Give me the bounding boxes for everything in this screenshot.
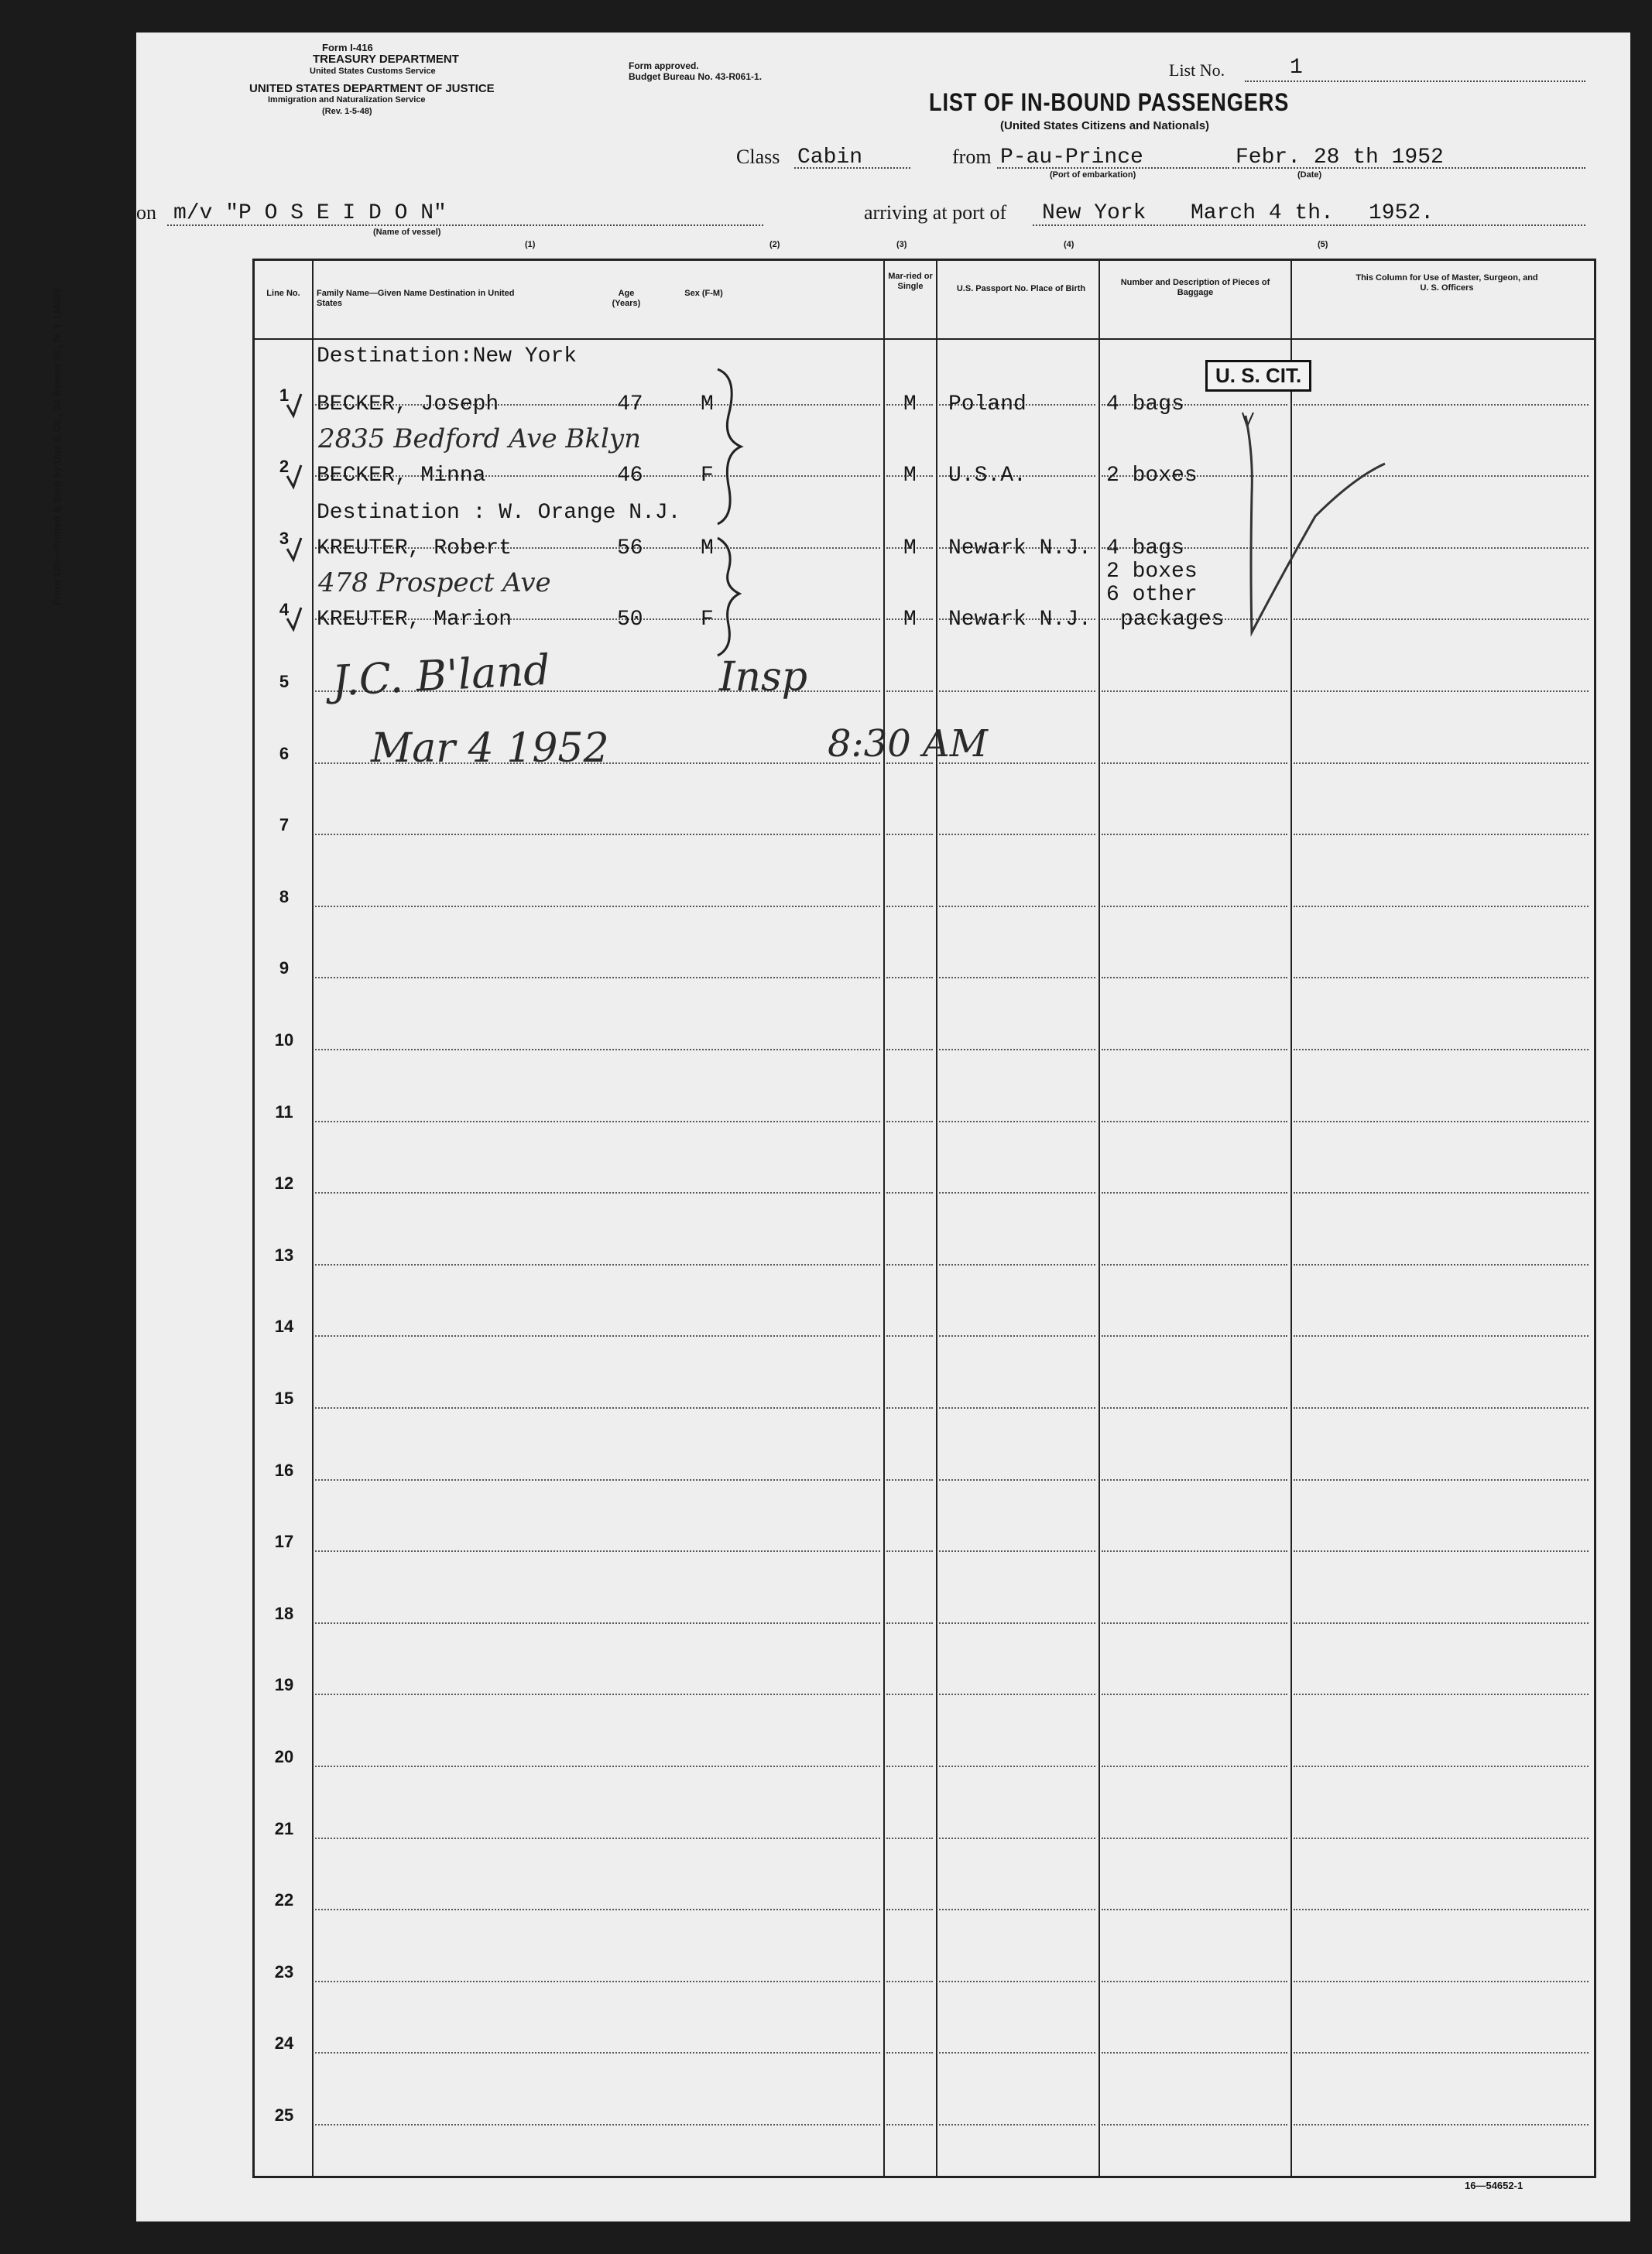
list-no-value: 1 [1290, 56, 1303, 80]
row-dotted-line [939, 2052, 1095, 2054]
passenger-4-baggage: packages [1120, 608, 1225, 632]
row-dotted-line [315, 1838, 880, 1839]
row-dotted-line [886, 1909, 933, 1910]
row-dotted-line [886, 1264, 933, 1266]
row-dotted-line [886, 1479, 933, 1481]
passenger-1-name: BECKER, Joseph [317, 392, 499, 416]
row-dotted-line [315, 1407, 880, 1409]
row-number: 1 [279, 385, 290, 405]
row-dotted-line [315, 1335, 880, 1337]
header-age: Age (Years) [612, 289, 641, 308]
passenger-2-baggage: 2 boxes [1106, 464, 1198, 488]
row-dotted-line [1294, 1550, 1589, 1552]
passenger-4-birth: Newark N.J. [948, 608, 1092, 632]
row-dotted-line [939, 1407, 1095, 1409]
row-dotted-line [1102, 1550, 1287, 1552]
passenger-1-age: 47 [617, 392, 643, 416]
row-dotted-line [939, 834, 1095, 835]
row-dotted-line [315, 906, 880, 907]
row-dotted-line [939, 1766, 1095, 1767]
row-dotted-line [886, 1838, 933, 1839]
row-dotted-line [1294, 1981, 1589, 1982]
row-number: 22 [274, 1890, 294, 1910]
row-dotted-line [886, 1121, 933, 1122]
rev-label: (Rev. 1-5-48) [322, 107, 372, 116]
row-number: 11 [275, 1101, 293, 1122]
row-dotted-line [1102, 1121, 1287, 1122]
form-title: LIST OF IN-BOUND PASSENGERS [929, 88, 1290, 116]
row-dotted-line [886, 977, 933, 978]
row-dotted-line [1102, 977, 1287, 978]
row-number: 18 [274, 1603, 294, 1623]
header-sex: Sex (F-M) [684, 289, 723, 298]
row-dotted-line [1102, 1049, 1287, 1050]
passenger-2-birth: U.S.A. [948, 464, 1027, 488]
baggage-extra-2: 6 other [1106, 583, 1198, 607]
row-dotted-line [886, 906, 933, 907]
row-dotted-line [1294, 1407, 1589, 1409]
row-number: 2 [279, 457, 290, 477]
from-label: from [952, 146, 992, 168]
arrival-date: March 4 th. [1191, 201, 1334, 225]
row-number: 15 [274, 1389, 294, 1408]
row-dotted-line [1294, 906, 1589, 907]
row-dotted-line [886, 1766, 933, 1767]
row-dotted-line [939, 1192, 1095, 1194]
list-no-label: List No. [1169, 60, 1225, 80]
col-caption-2: (2) [769, 240, 780, 249]
budget-bureau: Budget Bureau No. 43-R061-1. [629, 71, 763, 82]
form-approved: Form approved. [629, 60, 699, 71]
row-dotted-line [939, 1264, 1095, 1266]
row-dotted-line [1294, 1192, 1589, 1194]
row-dotted-line [939, 1838, 1095, 1839]
row-dotted-line [1102, 1694, 1287, 1695]
form-id: Form I-416 [322, 42, 373, 53]
passenger-2-name: BECKER, Minna [317, 464, 486, 488]
row-dotted-line [1102, 906, 1287, 907]
row-dotted-line [939, 1981, 1095, 1982]
on-label: on [136, 201, 156, 224]
header-name: Family Name—Given Name Destination in United States [317, 289, 515, 308]
row-number: 4 [279, 600, 290, 620]
vessel-caption: (Name of vessel) [373, 228, 441, 237]
row-dotted-line [315, 1622, 880, 1624]
passenger-4-age: 50 [617, 608, 643, 632]
row-number: 7 [279, 815, 290, 835]
ins-label: Immigration and Naturalization Service [268, 95, 426, 104]
row-number: 5 [279, 672, 290, 691]
class-label: Class [736, 146, 780, 168]
passenger-3-married: M [903, 536, 917, 560]
col-caption-1: (1) [525, 240, 536, 249]
row-dotted-line [1294, 2052, 1589, 2054]
header-line-no: Line No. [266, 289, 300, 298]
handwritten-marks [255, 261, 1594, 803]
row-dotted-line [886, 1550, 933, 1552]
treasury-dept: TREASURY DEPARTMENT [313, 53, 459, 66]
row-dotted-line [939, 1550, 1095, 1552]
date-caption: (Date) [1297, 170, 1322, 180]
row-dotted-line [315, 1479, 880, 1481]
row-dotted-line [886, 1192, 933, 1194]
row-dotted-line [1102, 2124, 1287, 2126]
row-dotted-line [1102, 1622, 1287, 1624]
row-number: 12 [274, 1173, 294, 1194]
row-dotted-line [315, 1909, 880, 1910]
row-dotted-line [886, 1407, 933, 1409]
handwritten-time: 8:30 AM [828, 722, 988, 766]
row-dotted-line [1294, 1479, 1589, 1481]
row-dotted-line [886, 1622, 933, 1624]
passenger-table [252, 259, 1596, 2178]
row-dotted-line [315, 1049, 880, 1050]
passenger-1-married: M [903, 392, 917, 416]
row-dotted-line [1102, 2052, 1287, 2054]
row-dotted-line [1102, 834, 1287, 835]
passenger-2-sex: F [701, 464, 714, 488]
row-dotted-line [315, 1121, 880, 1122]
passenger-1-sex: M [701, 392, 714, 416]
passenger-4-married: M [903, 608, 917, 632]
row-dotted-line [886, 1981, 933, 1982]
passenger-4-name: KREUTER, Marion [317, 608, 512, 632]
passenger-1-birth: Poland [948, 392, 1027, 416]
row-dotted-line [1294, 1838, 1589, 1839]
header-baggage: Number and Description of Pieces of Baggage [1120, 278, 1270, 297]
row-dotted-line [1102, 1264, 1287, 1266]
port-of-embarkation: P-au-Prince [1000, 146, 1143, 170]
passenger-1-baggage: 4 bags [1106, 392, 1184, 416]
row-dotted-line [1102, 1335, 1287, 1337]
col-caption-4: (4) [1064, 240, 1074, 249]
row-number: 13 [274, 1245, 294, 1265]
header-passport: U.S. Passport No. Place of Birth [956, 284, 1086, 293]
row-dotted-line [939, 1479, 1095, 1481]
footer-code: 16—54652-1 [1465, 2180, 1523, 2191]
row-dotted-line [315, 1981, 880, 1982]
row-dotted-line [939, 1335, 1095, 1337]
row-dotted-line [1294, 1049, 1589, 1050]
passenger-list-form [51, 33, 1630, 2221]
row-number: 23 [274, 1961, 294, 1982]
row-number: 25 [274, 2105, 294, 2125]
row-dotted-line [1102, 1981, 1287, 1982]
row-number: 6 [279, 743, 290, 763]
row-dotted-line [1294, 1622, 1589, 1624]
row-dotted-line [886, 834, 933, 835]
row-dotted-line [886, 2052, 933, 2054]
row-dotted-line [1294, 1264, 1589, 1266]
row-number: 8 [279, 886, 290, 906]
row-dotted-line [315, 1192, 880, 1194]
row-dotted-line [315, 977, 880, 978]
destination-2: Destination : W. Orange N.J. [317, 501, 681, 525]
inspector-signature: J.C. B'land [331, 645, 552, 706]
arrival-port: New York [1042, 201, 1146, 225]
justice-dept: UNITED STATES DEPARTMENT OF JUSTICE [249, 82, 495, 95]
arrival-year: 1952. [1369, 201, 1434, 225]
side-printer-mark: Form 125—Printed & Sold by Unz & Co., 24 Beaver St., N. Y. U4039 [51, 288, 63, 605]
passenger-3-birth: Newark N.J. [948, 536, 1092, 560]
passenger-3-age: 56 [617, 536, 643, 560]
row-dotted-line [939, 977, 1095, 978]
row-dotted-line [315, 834, 880, 835]
row-number: 24 [274, 2033, 294, 2054]
row-number: 21 [274, 1818, 294, 1838]
row-dotted-line [939, 906, 1095, 907]
col-caption-5: (5) [1318, 240, 1328, 249]
vessel-name: m/v "P O S E I D O N" [173, 201, 447, 225]
row-number: 10 [274, 1030, 294, 1050]
passenger-3-name: KREUTER, Robert [317, 536, 512, 560]
row-dotted-line [1102, 1407, 1287, 1409]
row-dotted-line [1294, 834, 1589, 835]
class-value: Cabin [797, 146, 863, 170]
row-dotted-line [939, 2124, 1095, 2126]
row-number: 17 [274, 1532, 294, 1552]
row-dotted-line [886, 1335, 933, 1337]
row-dotted-line [1294, 977, 1589, 978]
row-dotted-line [315, 1766, 880, 1767]
passenger-4-sex: F [701, 608, 714, 632]
row-dotted-line [939, 1049, 1095, 1050]
row-dotted-line [886, 1049, 933, 1050]
row-number: 9 [279, 958, 290, 978]
baggage-extra-1: 2 boxes [1106, 560, 1198, 584]
row-dotted-line [939, 1909, 1095, 1910]
handwritten-address-1: 2835 Bedford Ave Bklyn [318, 423, 641, 454]
row-dotted-line [1102, 1479, 1287, 1481]
row-dotted-line [939, 1121, 1095, 1122]
handwritten-address-2: 478 Prospect Ave [318, 567, 551, 598]
port-caption: (Port of embarkation) [1050, 170, 1136, 180]
row-number: 19 [274, 1675, 294, 1695]
row-dotted-line [315, 1550, 880, 1552]
row-dotted-line [1102, 1192, 1287, 1194]
row-dotted-line [1294, 1909, 1589, 1910]
col-caption-3: (3) [896, 240, 907, 249]
row-number: 14 [274, 1317, 294, 1337]
row-dotted-line [1102, 1766, 1287, 1767]
row-dotted-line [315, 1264, 880, 1266]
row-dotted-line [315, 1694, 880, 1695]
row-number: 3 [279, 528, 290, 548]
row-dotted-line [1102, 1909, 1287, 1910]
handwritten-date: Mar 4 1952 [371, 725, 609, 772]
row-dotted-line [939, 1694, 1095, 1695]
inspector-title: Insp [719, 654, 808, 701]
form-subtitle: (United States Citizens and Nationals) [1000, 119, 1210, 132]
header-married: Mar-ried or Single [888, 272, 933, 291]
row-dotted-line [315, 2124, 880, 2126]
row-dotted-line [939, 1622, 1095, 1624]
row-dotted-line [1294, 1121, 1589, 1122]
passenger-3-baggage: 4 bags [1106, 536, 1184, 560]
us-citizen-stamp: U. S. CIT. [1205, 360, 1311, 392]
row-number: 20 [274, 1747, 294, 1766]
destination-1: Destination:New York [317, 344, 578, 368]
embark-date: Febr. 28 th 1952 [1236, 146, 1444, 170]
header-officers: This Column for Use of Master, Surgeon, and U. S. Officers [1356, 273, 1538, 293]
row-number: 16 [274, 1460, 294, 1480]
row-dotted-line [886, 1694, 933, 1695]
passenger-2-married: M [903, 464, 917, 488]
row-dotted-line [1294, 2124, 1589, 2126]
row-dotted-line [1294, 1694, 1589, 1695]
row-dotted-line [315, 2052, 880, 2054]
row-dotted-line [1294, 1766, 1589, 1767]
row-dotted-line [1294, 1335, 1589, 1337]
passenger-3-sex: M [701, 536, 714, 560]
arriving-label: arriving at port of [864, 201, 1007, 224]
customs-service: United States Customs Service [310, 67, 436, 76]
row-dotted-line [886, 2124, 933, 2126]
row-dotted-line [1102, 1838, 1287, 1839]
passenger-2-age: 46 [617, 464, 643, 488]
